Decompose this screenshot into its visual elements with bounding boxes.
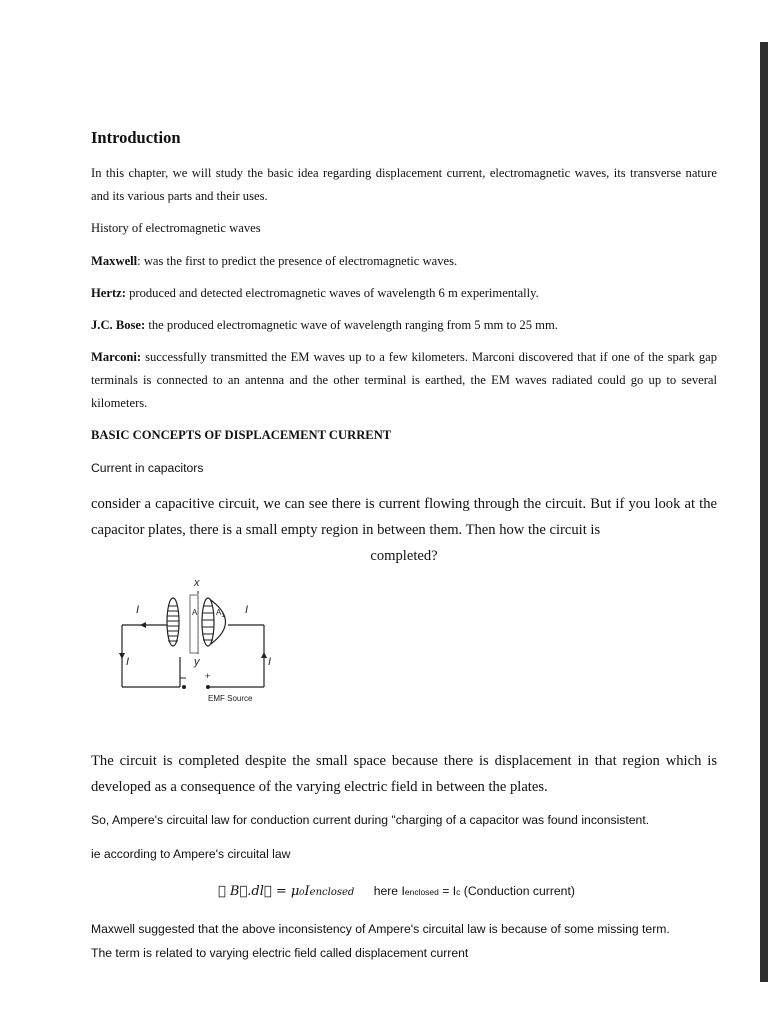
term-related-line: The term is related to varying electric field called displacement current <box>91 946 469 960</box>
completed-text: completed? <box>370 548 438 564</box>
hertz-line <box>91 282 717 305</box>
marconi-paragraph <box>91 346 717 415</box>
maxwell-text: : was the first to predict the presence of electromagnetic waves. <box>137 254 458 268</box>
capacitor-title: Current in capacitors <box>91 461 204 475</box>
consider-paragraph: consider a capacitive circuit, we can see there is current flowing through the circuit. But if you look at the capacitor plates, there is a small empty region in between them. Then how the circuit is <box>91 496 717 538</box>
label-y: y <box>194 656 200 668</box>
right-plate <box>202 598 226 646</box>
label-i-top-left: I <box>136 604 140 616</box>
bose-text: the produced electromagnetic wave of wavelength ranging from 5 mm to 25 mm. <box>145 318 558 332</box>
label-i-top-right: I <box>245 604 249 616</box>
capacitor-circuit-diagram <box>108 575 278 710</box>
hertz-name: Hertz: <box>91 286 126 300</box>
according-line: ie according to Ampere's circuital law <box>91 847 291 861</box>
label-a1: $A_1$ <box>216 608 225 619</box>
circuit-paragraph: The circuit is completed despite the small space because there is displacement in that region which is developed as a consequence of the varying electric field in between the plates. <box>91 753 717 795</box>
marconi-text: successfully transmitted the EM waves up to a few kilometers. Marconi discovered that if one of the spark gap terminals is connected to an antenna and the other terminal is earthed, the EM waves radiated could go up to several kilometers. <box>91 350 717 410</box>
ampere-formula-line <box>218 884 575 899</box>
ampere-formula: ∮ B⃗.dl⃗ = μ₀Ienclosed <box>218 884 355 899</box>
maxwell-name: Maxwell <box>91 254 138 268</box>
ampere-paragraph: So, Ampere's circuital law for conduction current during "charging of a capacitor was found inconsistent. <box>91 813 650 827</box>
history-title: History of electromagnetic waves <box>91 221 261 235</box>
scrollbar[interactable] <box>760 42 768 982</box>
page-title: Introduction <box>91 128 181 147</box>
label-i-right: I <box>268 656 272 668</box>
intro-paragraph: In this chapter, we will study the basic idea regarding displacement current, electromagnetic waves, its transverse nature and its various parts and their uses. <box>91 166 717 203</box>
bose-line <box>91 314 717 337</box>
bose-name: J.C. Bose: <box>91 318 146 332</box>
emf-label: EMF Source <box>208 694 253 703</box>
left-plate <box>167 598 179 646</box>
maxwell-line <box>91 250 717 273</box>
label-a: A <box>192 608 198 617</box>
maxwell-suggest-line: Maxwell suggested that the above inconsistency of Ampere's circuital law is because of some missing term. <box>91 922 670 936</box>
label-plus: + <box>205 671 211 681</box>
surface-a <box>190 595 198 653</box>
marconi-name: Marconi: <box>91 350 142 364</box>
formula-here-text: here Ienclosed = Ic (Conduction current) <box>373 884 575 898</box>
hertz-text: produced and detected electromagnetic waves of wavelength 6 m experimentally. <box>125 286 539 300</box>
section-title: BASIC CONCEPTS OF DISPLACEMENT CURRENT <box>91 428 392 442</box>
label-x: x <box>194 577 200 589</box>
label-i-left: I <box>126 656 130 668</box>
